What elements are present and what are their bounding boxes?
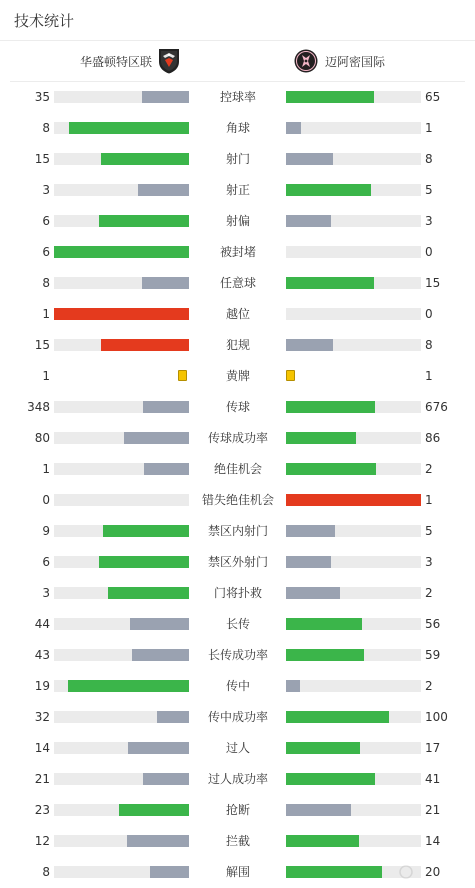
home-value: 15 [34,152,50,166]
home-value: 6 [42,245,50,259]
stats-header [0,0,475,41]
away-bar-fill [286,432,356,444]
home-bar-fill [130,618,189,630]
stat-row [0,268,475,299]
home-value: 3 [42,183,50,197]
away-value: 5 [425,524,433,538]
away-bar-fill [286,184,371,196]
stat-row [0,175,475,206]
away-bar-track [286,742,421,754]
home-bar-fill [119,804,189,816]
stat-label: 绝佳机会 [213,462,262,476]
stat-label: 被封堵 [219,245,256,259]
stat-label: 过人 [225,741,250,755]
stat-label: 传球 [225,400,250,414]
home-bar-fill [69,122,189,134]
away-bar-track [286,680,421,692]
away-bar-track [286,215,421,227]
away-bar-track [286,618,421,630]
home-bar-fill [103,525,189,537]
home-bar-track [54,711,189,723]
stat-label: 禁区内射门 [207,524,268,538]
home-bar-track [54,432,189,444]
away-value: 8 [425,338,433,352]
stat-row [0,237,475,268]
away-value: 1 [425,493,433,507]
home-bar-track [54,556,189,568]
home-bar-fill [68,680,190,692]
away-bar-track [286,835,421,847]
stat-label: 黄牌 [225,369,250,383]
away-bar-track [286,184,421,196]
home-bar-fill [124,432,189,444]
home-value: 43 [34,648,50,662]
away-value: 1 [425,121,433,135]
home-value: 1 [42,462,50,476]
stat-label: 射正 [225,183,250,197]
stat-label: 禁区外射门 [207,555,268,569]
home-value: 1 [42,307,50,321]
stat-label: 射门 [225,152,250,166]
away-bar-track [286,525,421,537]
home-bar-track [54,773,189,785]
away-value: 21 [425,803,441,817]
away-bar-fill [286,401,375,413]
home-bar-track [54,277,189,289]
away-bar-fill [286,773,375,785]
home-value: 8 [42,121,50,135]
stat-label: 角球 [225,121,250,135]
home-value: 3 [42,586,50,600]
home-bar-fill [128,742,189,754]
away-value: 2 [425,679,433,693]
stat-row [0,609,475,640]
away-bar-track [286,432,421,444]
stat-label: 长传 [225,617,250,631]
home-bar-fill [132,649,189,661]
home-value: 19 [34,679,50,693]
home-value: 32 [34,710,50,724]
home-bar-fill [142,277,189,289]
home-bar-track [54,91,189,103]
home-value: 15 [34,338,50,352]
home-bar-track [54,122,189,134]
away-bar-track [286,463,421,475]
home-bar-track [54,308,189,320]
home-bar-fill [143,401,189,413]
home-bar-fill [54,246,189,258]
stat-row [0,485,475,516]
home-bar-track [54,649,189,661]
stats-list [0,82,475,888]
away-bar-fill [286,463,376,475]
away-value: 8 [425,152,433,166]
away-bar-track [286,556,421,568]
away-value: 41 [425,772,441,786]
home-bar-fill [157,711,189,723]
stat-label: 错失绝佳机会 [201,493,274,507]
home-bar-track [54,246,189,258]
away-value: 56 [425,617,441,631]
away-value: 3 [425,555,433,569]
home-bar-fill [54,308,189,320]
home-value: 1 [42,369,50,383]
home-value: 0 [42,493,50,507]
home-bar-track [54,153,189,165]
away-bar-fill [286,618,362,630]
away-value: 2 [425,462,433,476]
home-bar-fill [138,184,189,196]
stat-row [0,144,475,175]
home-bar-track [54,587,189,599]
away-bar-track [286,711,421,723]
away-bar-track [286,246,421,258]
home-bar-fill [150,866,189,878]
home-value: 6 [42,555,50,569]
home-value: 8 [42,865,50,879]
away-bar-fill [286,525,335,537]
away-bar-track [286,308,421,320]
home-bar-track [54,525,189,537]
stat-row [0,640,475,671]
away-value: 676 [425,400,448,414]
away-bar-fill [286,835,359,847]
away-yellow-card-icon [286,370,295,381]
stat-label: 传球成功率 [207,431,268,445]
away-value: 5 [425,183,433,197]
stat-label: 越位 [225,307,250,321]
stat-row [0,392,475,423]
stat-row [0,516,475,547]
stat-label: 长传成功率 [207,648,268,662]
stat-row [0,795,475,826]
away-value: 0 [425,307,433,321]
away-bar-fill [286,215,331,227]
home-team-name: 华盛顿特区联 [79,54,152,69]
stat-label: 犯规 [225,338,250,352]
home-bar-track [54,835,189,847]
stat-label: 过人成功率 [207,772,268,786]
stat-row [0,423,475,454]
away-value: 2 [425,586,433,600]
stat-label: 拦截 [225,834,250,848]
away-team-name: 迈阿密国际 [325,54,386,69]
home-bar-fill [99,556,189,568]
home-bar-fill [101,153,189,165]
stat-row [0,361,475,392]
stat-row [0,702,475,733]
home-yellow-card-icon [178,370,187,381]
home-value: 6 [42,214,50,228]
away-bar-fill [286,742,360,754]
stat-row [0,454,475,485]
stat-label: 抢断 [225,803,250,817]
away-bar-fill [286,277,374,289]
stat-row [0,578,475,609]
away-bar-fill [286,122,301,134]
home-bar-fill [127,835,189,847]
stat-label: 控球率 [219,90,256,104]
home-bar-track [54,618,189,630]
away-bar-track [286,91,421,103]
home-value: 14 [34,741,50,755]
away-value: 59 [425,648,441,662]
stat-row [0,671,475,702]
home-bar-track [54,804,189,816]
away-bar-fill [286,91,374,103]
inter-miami-crest-icon [293,48,319,74]
home-value: 44 [34,617,50,631]
away-value: 100 [425,710,448,724]
stat-row [0,206,475,237]
away-value: 15 [425,276,441,290]
home-bar-fill [101,339,189,351]
away-value: 86 [425,431,441,445]
home-team[interactable] [80,41,182,81]
stat-row [0,299,475,330]
away-value: 14 [425,834,441,848]
home-bar-track [54,184,189,196]
home-bar-fill [108,587,189,599]
home-value: 12 [34,834,50,848]
away-value: 1 [425,369,433,383]
home-bar-track [54,215,189,227]
home-bar-fill [142,91,189,103]
stat-label: 解围 [225,865,250,879]
home-bar-track [54,866,189,878]
away-bar-fill [286,649,364,661]
home-value: 35 [34,90,50,104]
home-bar-track [54,742,189,754]
home-bar-track [54,401,189,413]
home-bar-fill [143,773,189,785]
stat-row [0,826,475,857]
watermark [399,862,469,882]
away-bar-fill [286,711,389,723]
away-bar-track [286,153,421,165]
home-value: 21 [34,772,50,786]
away-bar-track [286,649,421,661]
home-bar-track [54,463,189,475]
away-bar-track [286,773,421,785]
home-bar-fill [144,463,189,475]
team-header-row [10,41,465,82]
home-bar-track [54,339,189,351]
away-bar-fill [286,339,333,351]
stat-row [0,82,475,113]
dc-united-crest-icon [156,48,182,74]
stat-label: 射偏 [225,214,250,228]
away-bar-fill [286,680,300,692]
away-bar-track [286,401,421,413]
away-bar-fill [286,153,333,165]
away-bar-track [286,122,421,134]
stat-row [0,764,475,795]
home-value: 8 [42,276,50,290]
away-bar-track [286,804,421,816]
away-bar-fill [286,494,421,506]
away-bar-fill [286,587,340,599]
away-bar-track [286,587,421,599]
stat-row [0,113,475,144]
home-value: 9 [42,524,50,538]
home-bar-fill [99,215,189,227]
away-team[interactable] [293,41,385,81]
home-bar-track [54,680,189,692]
away-value: 3 [425,214,433,228]
home-value: 80 [34,431,50,445]
away-bar-track [286,277,421,289]
away-bar-fill [286,804,351,816]
away-value: 20 [425,865,441,879]
watermark-icon [399,865,413,879]
home-bar-track [54,494,189,506]
stat-label: 任意球 [219,276,256,290]
away-value: 0 [425,245,433,259]
stat-row [0,330,475,361]
page-title: 技术统计 [14,11,75,30]
stat-label: 门将扑救 [213,586,262,600]
away-bar-fill [286,866,382,878]
away-bar-track [286,339,421,351]
stat-row [0,547,475,578]
away-value: 17 [425,741,441,755]
stat-row [0,733,475,764]
away-value: 65 [425,90,441,104]
stat-label: 传中成功率 [207,710,268,724]
home-value: 348 [27,400,50,414]
home-value: 23 [34,803,50,817]
away-bar-fill [286,556,331,568]
away-bar-track [286,494,421,506]
stat-label: 传中 [225,679,250,693]
